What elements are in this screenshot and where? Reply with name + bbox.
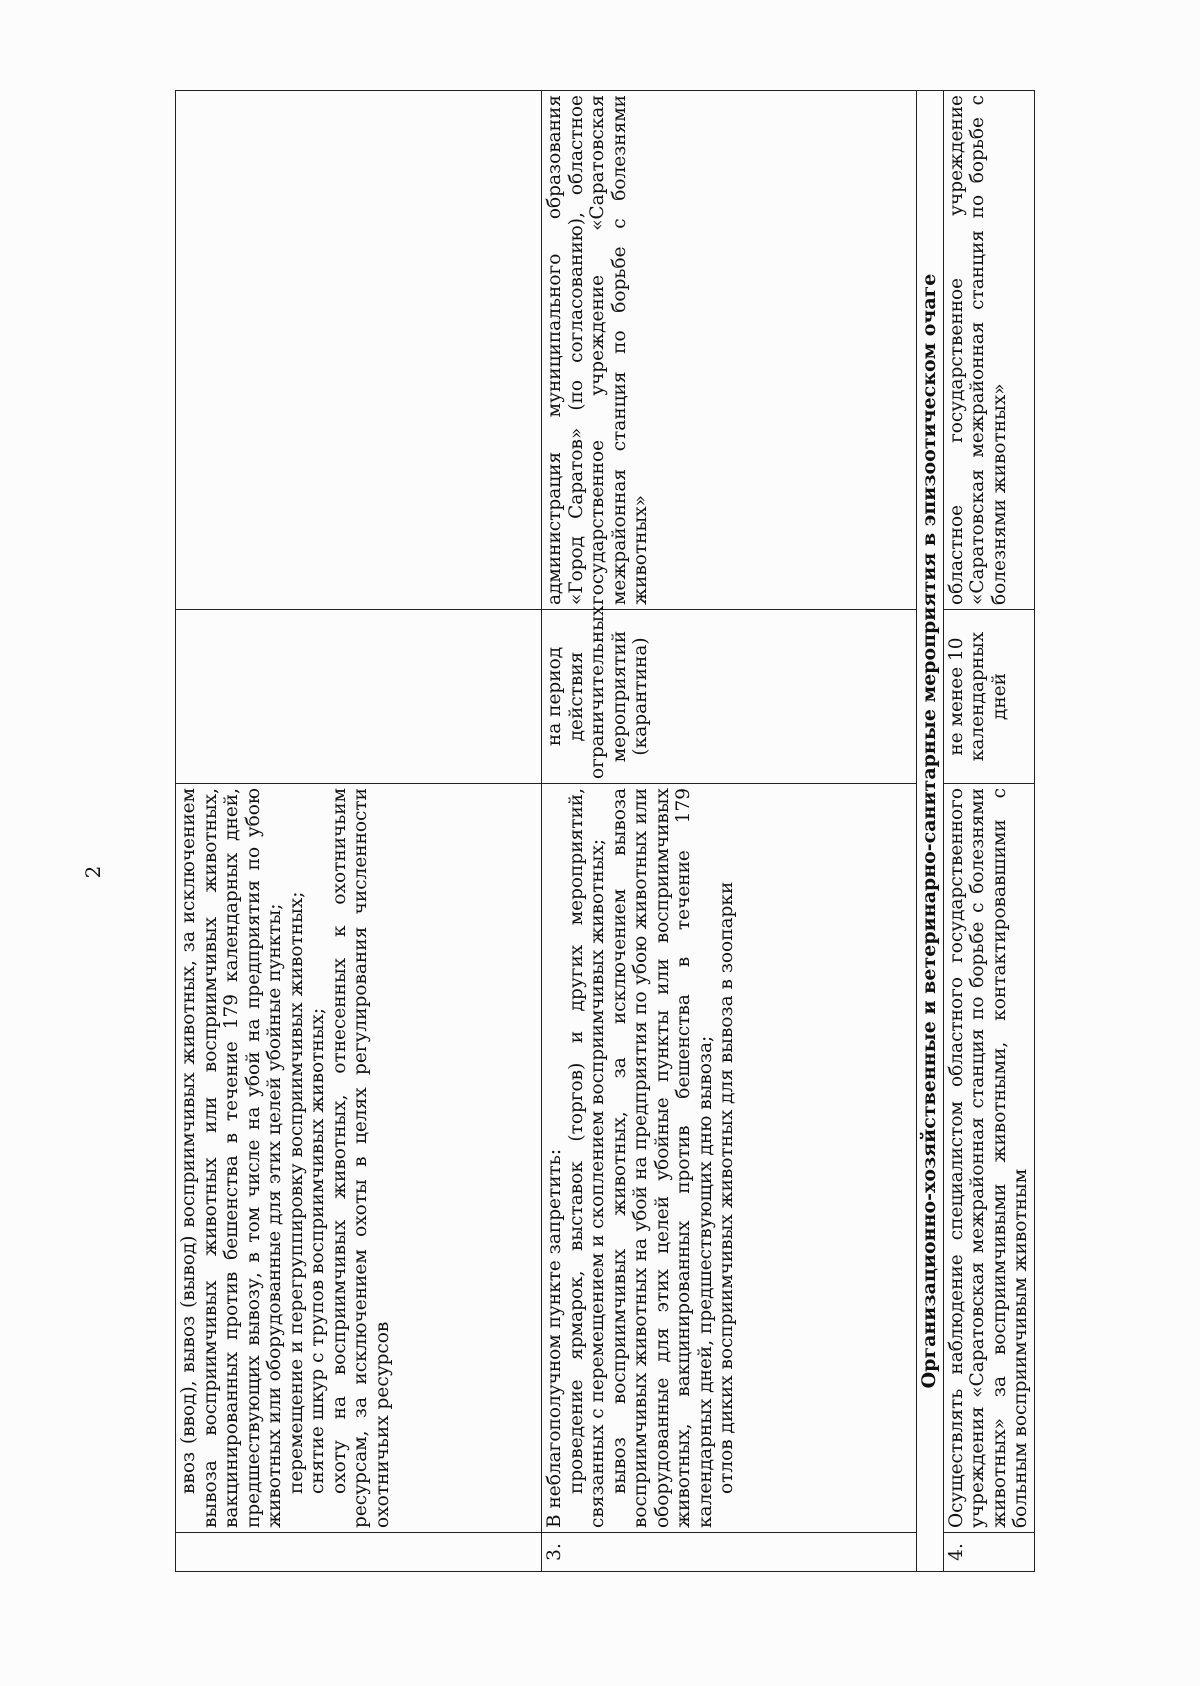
rotated-content — [175, 90, 1031, 1572]
term-cell — [176, 610, 542, 784]
term-cell: не менее 10 календарных дней — [943, 610, 1034, 784]
measures-table — [175, 90, 1035, 1572]
measure-paragraph: отлов диких восприимчивых животных для вывоза в зоопарки — [716, 881, 737, 1494]
term-cell: на период действия ограничительных мероприятий (карантина) — [542, 610, 917, 784]
section-heading-row — [917, 91, 944, 1572]
measure-text-cell — [176, 784, 542, 1533]
page-number: 2 — [81, 865, 105, 879]
measure-text-cell: Осуществлять наблюдение специалистом областного государственного учреждения «Саратовская межрайонная станция по борьбе с болезнями животных» за восприимчивыми животными, контактировавшими с больным восприимчивым животным — [943, 784, 1034, 1533]
measure-paragraph: вывоз восприимчивых животных, за исключением вывоза восприимчивых животных на убой на предприятия по убою животных или оборудованные для этих целей убойные пункты или восприимчивых животных, вакцинированных против бешенства в течение 179 календарных дней, предшествующих дню вывоза; — [608, 788, 716, 1528]
row-number-cell: 3. — [542, 1533, 917, 1572]
responsible-cell — [176, 91, 542, 610]
responsible-cell: областное государственное учреждение «Саратовская межрайонная станция по борьбе с болезнями животных» — [943, 91, 1034, 610]
table-row — [542, 91, 917, 1572]
measure-paragraph: снятие шкур с трупов восприимчивых животных; — [307, 1007, 328, 1494]
table-row — [943, 91, 1034, 1572]
row-number-cell — [176, 1533, 542, 1572]
measure-lead: В неблагополучном пункте запретить: — [544, 1148, 565, 1528]
measure-text-cell — [542, 784, 917, 1533]
measure-paragraph: ввоз (ввод), вывоз (вывод) восприимчивых животных, за исключением вывоза восприимчивых животных или восприимчивых животных, вакцинированных против бешенства в течение 179 календарных дней, предшествующих вывозу, в том числе на убой на предприятия по убою животных или оборудованные для этих целей убойные пункты; — [178, 788, 285, 1528]
section-heading: Организационно-хозяйственные и ветеринарно-санитарные мероприятия в эпизоотическом очаге — [917, 91, 944, 1572]
measure-paragraph: перемещение и перегруппировку восприимчивых животных; — [285, 891, 307, 1494]
measure-paragraph: проведение ярмарок, выставок (торгов) и других мероприятий, связанных с перемещением и скоплением восприимчивых животных; — [565, 788, 608, 1528]
row-number-cell: 4. — [943, 1533, 1034, 1572]
measure-paragraph: охоту на восприимчивых животных, отнесенных к охотничьим ресурсам, за исключением охоты в целях регулирования численности охотничьих ресурсов — [328, 788, 393, 1528]
responsible-cell: администрация муниципального образования «Город Саратов» (по согласованию), областное государственное учреждение «Саратовская межрайонная станция по борьбе с болезнями животных» — [542, 91, 917, 610]
table-row — [176, 91, 542, 1572]
